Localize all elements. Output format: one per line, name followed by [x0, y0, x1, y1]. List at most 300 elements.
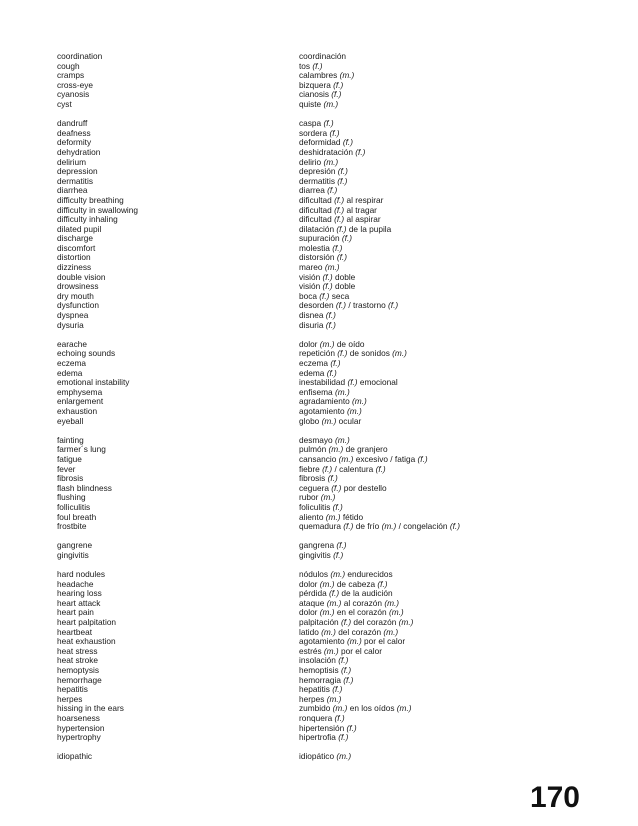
gender-marker: (f.)	[328, 589, 340, 599]
glossary-entry	[57, 628, 577, 638]
spanish-term	[299, 407, 577, 417]
spanish-term	[299, 359, 577, 369]
gender-marker: (f.)	[323, 119, 334, 129]
spanish-text: / trastorno	[346, 301, 389, 311]
spanish-term	[299, 349, 577, 359]
spanish-term	[299, 388, 577, 398]
english-term: exhaustion	[57, 406, 98, 416]
spanish-term	[299, 733, 577, 743]
glossary-entry	[57, 292, 577, 302]
glossary-letter-group	[57, 436, 577, 532]
glossary-letter-group	[57, 541, 577, 560]
gender-marker: (f.)	[327, 474, 338, 484]
english-term: deformity	[57, 138, 92, 148]
spanish-text: hemorragia	[299, 675, 344, 685]
gender-marker: (f.)	[338, 656, 349, 666]
gender-marker: (m.)	[398, 618, 414, 628]
spanish-text: delirio	[299, 157, 324, 167]
spanish-text: bizquera	[299, 80, 334, 90]
glossary-entry	[57, 129, 577, 139]
spanish-text: doble	[332, 282, 356, 292]
spanish-text: palpitación	[299, 618, 341, 628]
gender-marker: (f.)	[336, 253, 347, 263]
spanish-text: al aspirar	[344, 215, 381, 225]
spanish-text: hemoptisis	[299, 666, 341, 675]
gender-marker: (f.)	[346, 723, 357, 733]
spanish-text: boca	[299, 291, 320, 301]
spanish-text: dificultad	[299, 205, 335, 215]
glossary-entry	[57, 407, 577, 417]
gender-marker: (m.)	[319, 608, 335, 618]
english-term: heat stress	[57, 646, 98, 656]
glossary-entry	[57, 637, 577, 647]
spanish-term	[299, 570, 577, 580]
spanish-term	[299, 618, 577, 628]
spanish-text: ceguera	[299, 483, 332, 493]
spanish-text: foliculitis	[299, 502, 333, 512]
spanish-term	[299, 100, 577, 110]
spanish-term	[299, 503, 577, 513]
spanish-term	[299, 158, 577, 168]
spanish-text: dolor	[299, 608, 320, 618]
glossary-entry	[57, 647, 577, 657]
spanish-term	[299, 244, 577, 254]
gender-marker: (f.)	[325, 320, 336, 330]
spanish-term	[299, 71, 577, 81]
spanish-term	[299, 90, 577, 100]
spanish-text: idiopático	[299, 752, 337, 762]
gender-marker: (f.)	[449, 522, 460, 532]
english-term: enlargement	[57, 397, 104, 407]
gender-marker: (m.)	[383, 627, 399, 637]
english-term: dandruff	[57, 119, 88, 129]
english-term: cramps	[57, 71, 85, 81]
glossary-entry	[57, 138, 577, 148]
spanish-term	[299, 234, 577, 244]
spanish-text: depresión	[299, 167, 338, 177]
spanish-term	[299, 253, 577, 263]
spanish-term	[299, 695, 577, 705]
gender-marker: (f.)	[332, 243, 343, 253]
spanish-text: seca	[329, 291, 350, 301]
glossary-entry	[57, 321, 577, 331]
spanish-text: visión	[299, 282, 323, 292]
english-term: dyspnea	[57, 311, 89, 321]
glossary-entry	[57, 493, 577, 503]
gender-marker: (m.)	[332, 704, 348, 714]
english-term: dilated pupil	[57, 224, 102, 234]
english-term: hard nodules	[57, 570, 105, 580]
glossary-entry	[57, 455, 577, 465]
english-term: hemorrhage	[57, 675, 102, 685]
spanish-term	[299, 311, 577, 321]
spanish-term	[299, 340, 577, 350]
spanish-term	[299, 119, 577, 129]
spanish-text: en los oídos	[347, 704, 397, 714]
gender-marker: (m.)	[319, 339, 335, 349]
glossary-entry	[57, 599, 577, 609]
spanish-term	[299, 551, 577, 561]
gender-marker: (m.)	[323, 157, 339, 167]
spanish-text: aliento	[299, 512, 326, 522]
spanish-text: repetición	[299, 349, 338, 359]
glossary-entry	[57, 580, 577, 590]
spanish-term	[299, 724, 577, 734]
gender-marker: (f.)	[347, 378, 358, 388]
gender-marker: (m.)	[392, 349, 407, 359]
spanish-term	[299, 436, 577, 446]
spanish-text: pulmón	[299, 445, 329, 455]
english-term: foul breath	[57, 512, 97, 522]
spanish-text: por el calor	[338, 646, 383, 656]
spanish-term	[299, 52, 577, 62]
spanish-text: fétido	[340, 512, 364, 522]
spanish-text: dermatitis	[299, 176, 338, 186]
glossary-entry	[57, 62, 577, 72]
english-term: hepatitis	[57, 685, 88, 695]
english-term: hoarseness	[57, 713, 100, 723]
spanish-term	[299, 62, 577, 72]
glossary-entry	[57, 196, 577, 206]
spanish-term	[299, 369, 577, 379]
spanish-term	[299, 484, 577, 494]
english-term: folliculitis	[57, 502, 91, 512]
glossary-entry	[57, 570, 577, 580]
spanish-term	[299, 138, 577, 148]
gender-marker: (m.)	[323, 99, 339, 109]
gender-marker: (m.)	[396, 704, 412, 714]
spanish-text: fibrosis	[299, 474, 328, 484]
spanish-term	[299, 580, 577, 590]
gender-marker: (f.)	[332, 685, 343, 695]
spanish-text: en el corazón	[334, 608, 389, 618]
glossary-letter-group	[57, 52, 577, 110]
spanish-term	[299, 206, 577, 216]
spanish-term	[299, 292, 577, 302]
spanish-term	[299, 608, 577, 618]
glossary-letter-group	[57, 570, 577, 743]
spanish-text: doble	[332, 272, 356, 282]
glossary-entry	[57, 71, 577, 81]
english-term: hemoptysis	[57, 666, 99, 675]
glossary-entry	[57, 311, 577, 321]
spanish-term	[299, 589, 577, 599]
glossary-entry	[57, 704, 577, 714]
gender-marker: (m.)	[326, 694, 342, 704]
gender-marker: (f.)	[337, 176, 348, 186]
spanish-text: disnea	[299, 311, 326, 321]
english-term: difficulty in swallowing	[57, 205, 139, 215]
english-term: heart pain	[57, 608, 94, 618]
spanish-term	[299, 225, 577, 235]
glossary-entry	[57, 417, 577, 427]
spanish-term	[299, 445, 577, 455]
glossary-entry	[57, 676, 577, 686]
glossary-entry	[57, 263, 577, 273]
english-term: edema	[57, 368, 83, 378]
spanish-text: / congelación	[396, 522, 450, 532]
glossary-entry	[57, 714, 577, 724]
gender-marker: (f.)	[340, 666, 352, 675]
spanish-term	[299, 301, 577, 311]
gender-marker: (f.)	[332, 502, 343, 512]
gender-marker: (f.)	[341, 234, 353, 244]
spanish-text: gangrena	[299, 541, 337, 551]
gender-marker: (f.)	[336, 541, 347, 551]
spanish-text: diarrea	[299, 186, 328, 196]
glossary-entry	[57, 206, 577, 216]
spanish-text: caspa	[299, 119, 324, 129]
spanish-term	[299, 676, 577, 686]
glossary-entry	[57, 541, 577, 551]
english-term: distortion	[57, 253, 91, 263]
english-term: delirium	[57, 157, 87, 167]
glossary-entry	[57, 465, 577, 475]
spanish-text: dificultad	[299, 195, 335, 205]
gender-marker: (f.)	[322, 282, 333, 292]
english-term: gangrene	[57, 541, 93, 551]
gender-marker: (m.)	[325, 512, 341, 522]
english-term: heart attack	[57, 598, 101, 608]
english-term: discomfort	[57, 243, 96, 253]
gender-marker: (f.)	[377, 579, 388, 589]
gender-marker: (f.)	[338, 733, 349, 743]
gender-marker: (f.)	[335, 301, 347, 311]
spanish-term	[299, 455, 577, 465]
gender-marker: (m.)	[346, 406, 362, 416]
spanish-term	[299, 263, 577, 273]
spanish-term	[299, 321, 577, 331]
gender-marker: (f.)	[322, 272, 333, 282]
spanish-text: de la pupila	[346, 224, 392, 234]
glossary-entry	[57, 244, 577, 254]
spanish-text: hipertensión	[299, 723, 347, 733]
english-term: fainting	[57, 435, 84, 445]
english-term: diarrhea	[57, 186, 88, 196]
spanish-text: ataque	[299, 598, 327, 608]
gender-marker: (f.)	[322, 464, 333, 474]
spanish-term	[299, 273, 577, 283]
glossary-entry	[57, 282, 577, 292]
glossary-entry	[57, 369, 577, 379]
gender-marker: (m.)	[352, 397, 367, 407]
spanish-text: de oído	[334, 339, 365, 349]
gender-marker: (m.)	[326, 598, 342, 608]
spanish-term	[299, 541, 577, 551]
gender-marker: (f.)	[319, 291, 330, 301]
glossary-entry	[57, 388, 577, 398]
gender-marker: (f.)	[333, 550, 344, 560]
spanish-term	[299, 714, 577, 724]
glossary-entry	[57, 733, 577, 743]
glossary-entry	[57, 436, 577, 446]
english-term: gingivitis	[57, 550, 89, 560]
glossary-entry	[57, 513, 577, 523]
spanish-text: endurecidos	[345, 570, 393, 580]
gender-marker: (m.)	[321, 416, 337, 426]
glossary-entry	[57, 349, 577, 359]
spanish-term	[299, 167, 577, 177]
glossary-entry	[57, 695, 577, 705]
english-term: emphysema	[57, 387, 103, 397]
glossary-entry	[57, 724, 577, 734]
gender-marker: (f.)	[334, 713, 345, 723]
spanish-text: mareo	[299, 263, 325, 273]
spanish-term	[299, 522, 577, 532]
glossary-entry	[57, 253, 577, 263]
english-term: fatigue	[57, 454, 82, 464]
gender-marker: (m.)	[321, 627, 336, 637]
english-term: dizziness	[57, 263, 92, 273]
spanish-text: estrés	[299, 646, 324, 656]
spanish-term	[299, 186, 577, 196]
glossary-entry	[57, 589, 577, 599]
english-term: dysfunction	[57, 301, 99, 311]
glossary-entry	[57, 167, 577, 177]
english-term: difficulty inhaling	[57, 215, 118, 225]
spanish-text: de sonidos	[347, 349, 393, 359]
page-number: 170	[529, 781, 580, 814]
spanish-text: emocional	[357, 378, 398, 388]
glossary-entry	[57, 522, 577, 532]
spanish-term	[299, 513, 577, 523]
spanish-text: por el calor	[361, 637, 406, 647]
spanish-text: disuria	[299, 320, 326, 330]
spanish-term	[299, 397, 577, 407]
gender-marker: (f.)	[331, 90, 342, 100]
english-term: earache	[57, 339, 87, 349]
glossary-entry	[57, 666, 577, 676]
gender-marker: (m.)	[320, 493, 336, 503]
gender-marker: (f.)	[340, 618, 352, 628]
spanish-text: dolor	[299, 339, 320, 349]
glossary-entry	[57, 186, 577, 196]
spanish-text: por destello	[341, 483, 387, 493]
spanish-text: tos	[299, 61, 313, 71]
spanish-text: edema	[299, 368, 327, 378]
glossary-entry	[57, 474, 577, 484]
glossary-entry	[57, 378, 577, 388]
spanish-text: coordinación	[299, 52, 347, 61]
gender-marker: (m.)	[384, 598, 400, 608]
gender-marker: (m.)	[346, 637, 362, 647]
spanish-text: desmayo	[299, 435, 335, 445]
english-term: dry mouth	[57, 291, 94, 301]
spanish-text: dolor	[299, 579, 320, 589]
spanish-text: nódulos	[299, 570, 331, 580]
glossary-entry	[57, 397, 577, 407]
spanish-term	[299, 666, 577, 676]
spanish-text: / calentura	[332, 464, 376, 474]
english-term: heart palpitation	[57, 618, 117, 628]
gender-marker: (m.)	[324, 263, 340, 273]
glossary-entry	[57, 100, 577, 110]
english-term: emotional instability	[57, 378, 130, 388]
english-term: hypertrophy	[57, 733, 101, 743]
english-term: difficulty breathing	[57, 195, 124, 205]
english-term: depression	[57, 167, 98, 177]
spanish-text: dilatación	[299, 224, 337, 234]
spanish-term	[299, 215, 577, 225]
spanish-text: herpes	[299, 694, 327, 704]
english-term: cyst	[57, 99, 72, 109]
gender-marker: (m.)	[319, 579, 335, 589]
spanish-text: agotamiento	[299, 637, 347, 647]
spanish-text: supuración	[299, 234, 342, 244]
spanish-text: distorsión	[299, 253, 337, 263]
gender-marker: (f.)	[325, 311, 336, 321]
glossary-entry	[57, 685, 577, 695]
glossary-list	[57, 52, 577, 772]
english-term: double vision	[57, 272, 106, 282]
gender-marker: (f.)	[343, 522, 354, 532]
spanish-text: del corazón	[351, 618, 399, 628]
spanish-text: eczema	[299, 359, 331, 368]
english-term: heartbeat	[57, 627, 93, 637]
gender-marker: (f.)	[388, 301, 399, 311]
glossary-letter-group	[57, 119, 577, 330]
gender-marker: (m.)	[328, 445, 344, 455]
spanish-text: dificultad	[299, 215, 335, 225]
spanish-term	[299, 493, 577, 503]
gender-marker: (m.)	[381, 522, 397, 532]
spanish-text: ocular	[336, 416, 362, 426]
gender-marker: (f.)	[326, 368, 337, 378]
gender-marker: (m.)	[334, 387, 350, 397]
spanish-text: visión	[299, 272, 323, 282]
gender-marker: (f.)	[327, 186, 338, 196]
english-term: headache	[57, 579, 94, 589]
english-term: drowsiness	[57, 282, 99, 292]
glossary-entry	[57, 177, 577, 187]
spanish-text: enfisema	[299, 387, 335, 397]
spanish-text: gingivitis	[299, 550, 334, 560]
english-term: dysuria	[57, 320, 84, 330]
glossary-entry	[57, 301, 577, 311]
spanish-text: ronquera	[299, 713, 335, 723]
english-term: hypertension	[57, 723, 105, 733]
glossary-entry	[57, 503, 577, 513]
glossary-letter-group	[57, 752, 577, 762]
spanish-term	[299, 752, 577, 762]
english-term: echoing sounds	[57, 349, 116, 359]
english-term: eczema	[57, 359, 87, 368]
english-term: herpes	[57, 694, 83, 704]
gender-marker: (f.)	[334, 195, 345, 205]
spanish-text: inestabilidad	[299, 378, 348, 388]
spanish-text: de la audición	[339, 589, 393, 599]
spanish-text: al tragar	[344, 205, 377, 215]
spanish-term	[299, 378, 577, 388]
spanish-text: zumbido	[299, 704, 333, 714]
spanish-term	[299, 704, 577, 714]
english-term: flash blindness	[57, 483, 112, 493]
spanish-term	[299, 628, 577, 638]
spanish-text: al corazón	[341, 598, 385, 608]
gender-marker: (f.)	[355, 147, 366, 157]
glossary-entry	[57, 234, 577, 244]
english-term: fever	[57, 464, 76, 474]
gender-marker: (f.)	[329, 128, 340, 138]
gender-marker: (f.)	[330, 359, 341, 368]
spanish-term	[299, 129, 577, 139]
spanish-text: cansancio	[299, 454, 339, 464]
gender-marker: (f.)	[312, 61, 323, 71]
english-term: coordination	[57, 52, 103, 61]
spanish-term	[299, 282, 577, 292]
spanish-text: hepatitis	[299, 685, 333, 695]
gender-marker: (f.)	[334, 215, 345, 225]
